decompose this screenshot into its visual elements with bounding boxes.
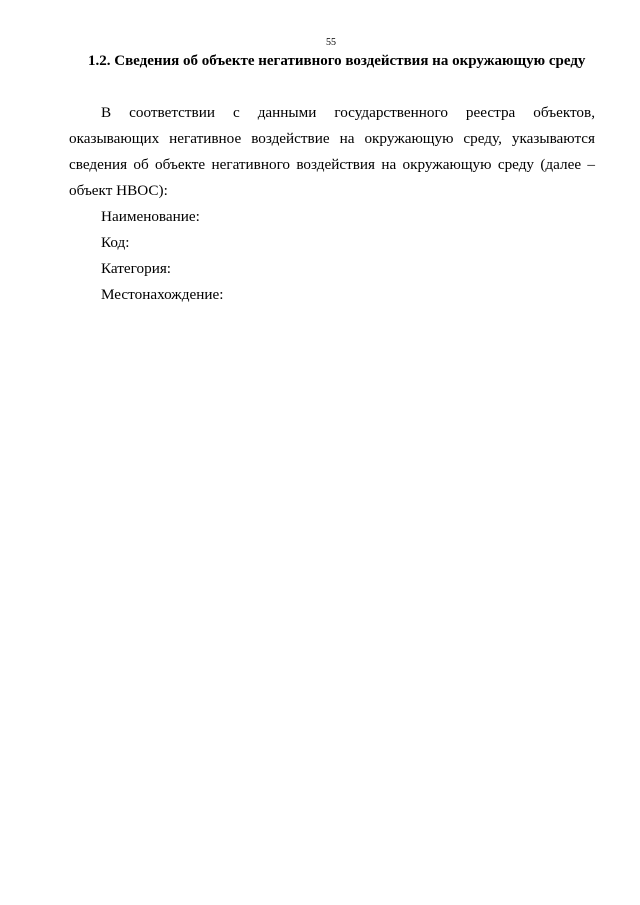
section-heading: 1.2. Сведения об объекте негативного воздействия на окружающую среду [88,53,586,69]
page-number: 55 [326,37,336,48]
intro-paragraph: В соответствии с данными государственного реестра объектов, оказывающих негативное воздействие на окружающую среду, указываются сведения об объекте негативного воздействия на окружающую среду (далее – объект НВОС): [69,104,595,199]
field-location-label: Местонахождение: [101,286,224,303]
field-name-label: Наименование: [101,208,200,225]
field-category-label: Категория: [101,260,172,277]
section-body [69,100,595,308]
field-code-label: Код: [101,234,130,251]
